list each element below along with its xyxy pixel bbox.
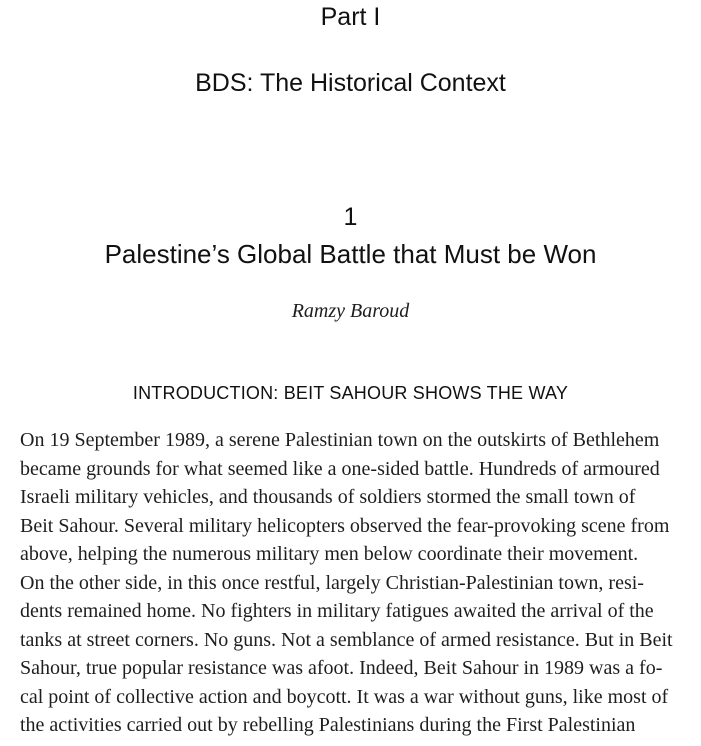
- body-line: On the other side, in this once restful, largely Christian-Palestinian town, resi-: [20, 571, 644, 594]
- chapter-author: Ramzy Baroud: [291, 300, 410, 322]
- body-line: On 19 September 1989, a serene Palestinian town on the outskirts of Bethlehem: [20, 429, 660, 451]
- body-line: became grounds for what seemed like a one-sided battle. Hundreds of armoured: [20, 457, 660, 480]
- section-heading: INTRODUCTION: BEIT SAHOUR SHOWS THE WAY: [132, 383, 569, 403]
- body-line: Israeli military vehicles, and thousands of soldiers stormed the small town of: [20, 486, 636, 508]
- body-line: tanks at street corners. No guns. Not a semblance of armed resistance. But in Beit: [20, 628, 673, 651]
- body-line: above, helping the numerous military men below coordinate their movement.: [20, 543, 639, 565]
- body-line: cal point of collective action and boycott. It was a war without guns, like most of: [20, 685, 669, 708]
- body-paragraph: [20, 426, 682, 740]
- part-title: BDS: The Historical Context: [195, 69, 506, 97]
- part-label: Part I: [320, 3, 381, 31]
- body-line: dents remained home. No fighters in military fatigues awaited the arrival of the: [20, 600, 654, 622]
- body-line: Beit Sahour. Several military helicopters observed the fear-provoking scene from: [20, 514, 670, 537]
- body-line: the activities carried out by rebelling Palestinians during the First Palestinian: [20, 714, 636, 736]
- body-line: Sahour, true popular resistance was afoot. Indeed, Beit Sahour in 1989 was a fo-: [20, 657, 663, 679]
- chapter-title: Palestine’s Global Battle that Must be Won: [104, 239, 597, 269]
- chapter-number: 1: [343, 203, 358, 231]
